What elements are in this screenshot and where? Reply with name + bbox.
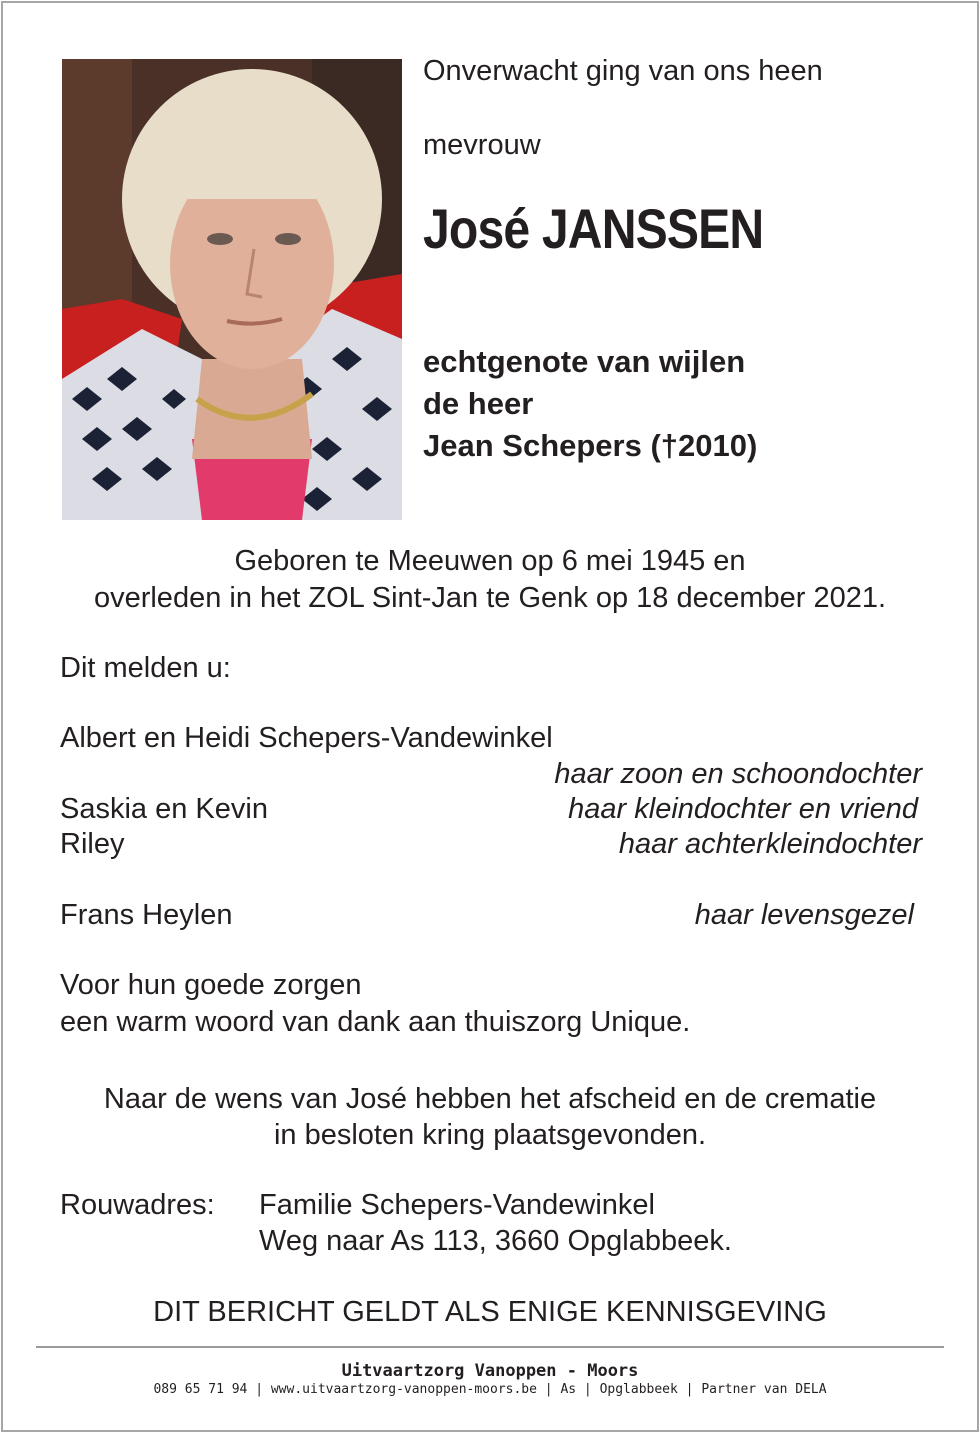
address-line-2: Weg naar As 113, 3660 Opglabbeek. — [259, 1225, 732, 1257]
footer-divider — [36, 1346, 944, 1348]
address-label: Rouwadres: — [60, 1189, 215, 1221]
portrait-photo — [62, 59, 402, 520]
honorific: mevrouw — [423, 129, 541, 161]
intro-line: Onverwacht ging van ons heen — [423, 55, 823, 87]
funeral-contact-info: 089 65 71 94 | www.uitvaartzorg-vanoppen-moors.be | As | Opglabbeek | Partner van DELA — [153, 1382, 827, 1397]
thanks-line-2: een warm woord van dank aan thuiszorg Unique. — [60, 1006, 691, 1038]
announcer-name: Albert en Heidi Schepers-Vandewinkel — [60, 722, 553, 754]
announcer-relation: haar levensgezel — [694, 899, 914, 931]
deceased-name: José JANSSEN — [423, 197, 764, 260]
death-line: overleden in het ZOL Sint-Jan te Genk op 18 december 2021. — [93, 582, 887, 614]
announcer-relation: haar zoon en schoondochter — [554, 758, 922, 790]
ceremony-line-2: in besloten kring plaatsgevonden. — [273, 1119, 707, 1151]
notice: DIT BERICHT GELDT ALS ENIGE KENNISGEVING — [153, 1296, 827, 1328]
funeral-company: Uitvaartzorg Vanoppen - Moors — [341, 1361, 639, 1381]
birth-line: Geboren te Meeuwen op 6 mei 1945 en — [234, 545, 746, 577]
announcer-name: Saskia en Kevin — [60, 793, 268, 825]
thanks-line-1: Voor hun goede zorgen — [60, 969, 362, 1001]
announcer-name: Riley — [60, 828, 125, 860]
announcer-relation: haar achterkleindochter — [618, 828, 922, 860]
ceremony-line-1: Naar de wens van José hebben het afscheid en de crematie — [103, 1083, 877, 1115]
spouse-line-1: echtgenote van wijlen — [423, 344, 746, 379]
announcer-name: Frans Heylen — [60, 899, 233, 931]
address-line-1: Familie Schepers-Vandewinkel — [259, 1189, 655, 1221]
spouse-line-3: Jean Schepers (†2010) — [423, 428, 758, 463]
announcer-relation: haar kleindochter en vriend — [568, 793, 918, 825]
announcers-intro: Dit melden u: — [60, 652, 231, 684]
spouse-line-2: de heer — [423, 386, 534, 421]
